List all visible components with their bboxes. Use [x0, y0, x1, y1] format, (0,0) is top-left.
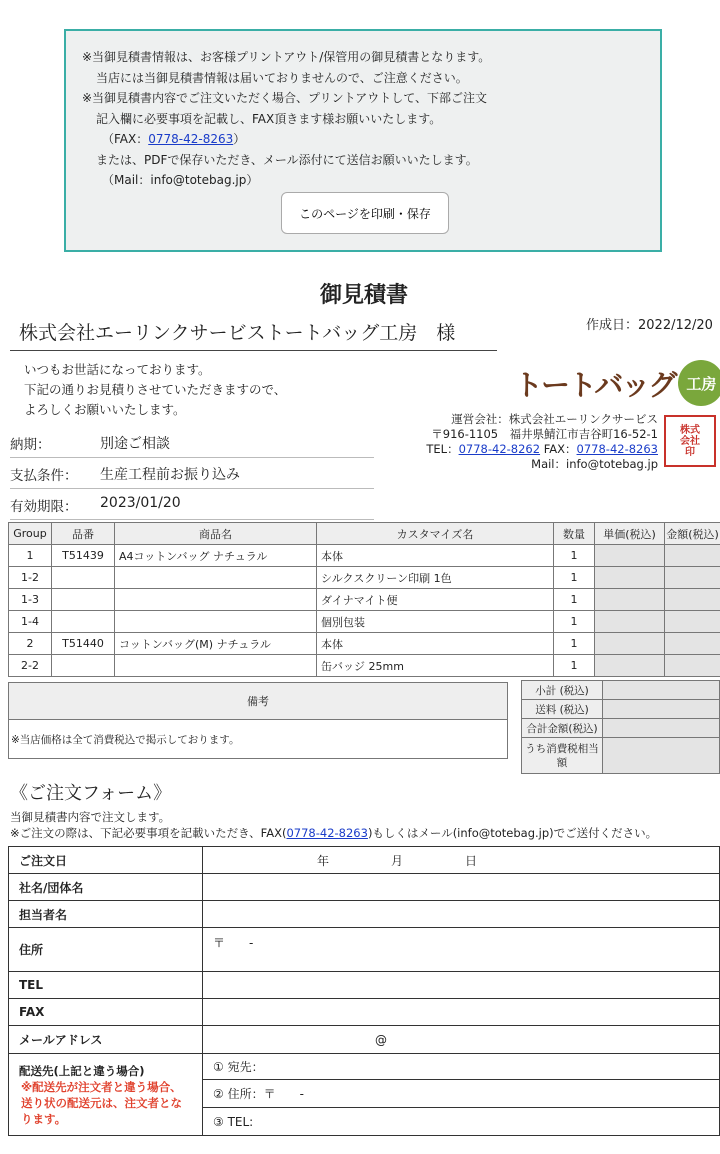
ship-warning: ※配送先が注文者と違う場合、送り状の配送元は、注文者となります。 [21, 1079, 182, 1126]
order-form-title: 《ご注文フォーム》 [10, 783, 172, 804]
blurred-price [665, 589, 720, 611]
person-field[interactable] [203, 901, 720, 928]
order-date-row [9, 847, 720, 874]
tax-row: うち消費税相当額 [522, 738, 720, 774]
items-header-row [9, 523, 720, 545]
table-row: 1-4 個別包装 1 [9, 611, 720, 633]
notice-line: ※当御見積書内容でご注文いただく場合、プリントアウトして、下部ご注文 [82, 91, 487, 105]
fax-link[interactable]: 0778-42-8263 [286, 826, 368, 840]
tel-link[interactable]: 0778-42-8262 [458, 442, 541, 456]
ship-address-field[interactable]: ② 住所：〒 - [203, 1080, 720, 1108]
logo-badge: 工房 [678, 360, 720, 406]
notice-line: または、PDFで保存いただき、メール添付にて送信お願いいたします。 [96, 152, 478, 167]
person-row [9, 901, 720, 928]
ship-tel-field[interactable]: ③ TEL: [203, 1108, 720, 1136]
logo-text: トートバッグ [514, 367, 676, 402]
notice-line: 記入欄に必要事項を記載し、FAX頂きます様お願いいたします。 [96, 111, 442, 126]
tel-row [9, 972, 720, 999]
table-row: 1-3 ダイナマイト便 1 [9, 589, 720, 611]
ship-row [9, 1054, 720, 1080]
company-row [9, 874, 720, 901]
email-label: メールアドレス [9, 1026, 203, 1054]
col-customize: カスタマイズ名 [317, 523, 554, 545]
blurred-price [665, 611, 720, 633]
document-title: 御見積書 [319, 283, 408, 308]
notice-box [64, 29, 662, 252]
term-delivery: 納期： 別途ご相談 [10, 428, 374, 458]
items-table [8, 522, 720, 677]
person-label: 担当者名 [9, 901, 203, 928]
shipping-row: 送料 (税込) [522, 700, 720, 719]
notice-line: 当店には当御見積書情報は届いておりませんので、ご注意ください。 [96, 70, 468, 85]
company-operator: 運営会社：株式会社エーリンクサービス [451, 412, 658, 426]
blurred-price [595, 545, 665, 567]
col-unit-price: 単価(税込) [595, 523, 665, 545]
remarks-body: ※当店価格は全て消費税込で掲示しております。 [11, 733, 240, 746]
blurred-price [595, 611, 665, 633]
company-seal-icon: 株式 会社 印 [664, 415, 716, 467]
blurred-price [595, 655, 665, 677]
blurred-price [603, 681, 720, 700]
blurred-price [665, 633, 720, 655]
subtotal-row: 小計 (税込) [522, 681, 720, 700]
ship-to-field[interactable]: ① 宛先： [203, 1054, 720, 1080]
remarks-header: 備考 [9, 683, 507, 720]
address-label: 住所 [9, 928, 203, 972]
table-row: 1 T51439 A4コットンバッグ ナチュラル 本体 1 [9, 545, 720, 567]
fax-label: FAX [9, 999, 203, 1026]
totebag-logo [514, 360, 720, 406]
print-save-button[interactable]: このページを印刷・保存 [281, 192, 449, 234]
col-amount: 金額(税込) [665, 523, 720, 545]
blurred-price [603, 719, 720, 738]
email-row [9, 1026, 720, 1054]
customer-name: 株式会社エーリンクサービストートバッグ工房 様 [10, 318, 497, 351]
totals-table [521, 680, 720, 774]
remarks-box [8, 682, 508, 759]
blurred-price [665, 655, 720, 677]
order-form-table [8, 846, 720, 1136]
fax-field[interactable] [203, 999, 720, 1026]
order-form-note: 当御見積書内容で注文します。 ※ご注文の際は、下記必要事項を記載いただき、FAX(0778-42-8263)もしくはメール(info@totebag.jp)でご送付ください。 [10, 810, 658, 840]
email-field[interactable]: @ [203, 1026, 720, 1054]
address-field[interactable]: 〒 - [203, 928, 720, 972]
company-label: 社名/団体名 [9, 874, 203, 901]
ship-label: 配送先(上記と違う場合) ※配送先が注文者と違う場合、送り状の配送元は、注文者となります。 [9, 1054, 203, 1136]
company-contact: TEL：0778-42-8262 FAX：0778-42-8263 [426, 442, 658, 456]
fax-link[interactable]: 0778-42-8263 [148, 132, 234, 146]
blurred-price [603, 700, 720, 719]
col-part-number: 品番 [52, 523, 115, 545]
blurred-price [595, 589, 665, 611]
col-qty: 数量 [554, 523, 595, 545]
total-row: 合計金額(税込) [522, 719, 720, 738]
blurred-price [603, 738, 720, 774]
created-date: 作成日：2022/12/20 [586, 318, 713, 333]
blurred-price [595, 567, 665, 589]
notice-fax-line: （FAX：0778-42-8263） [102, 132, 246, 146]
company-address: 〒916-1105 福井県鯖江市吉谷町16-52-1 [431, 427, 658, 441]
table-row: 1-2 シルクスクリーン印刷 1色 1 [9, 567, 720, 589]
company-info [426, 412, 658, 472]
greeting: いつもお世話になっております。 下記の通りお見積りさせていただきますので、 よろしくお願いいたします。 [24, 362, 287, 417]
blurred-price [665, 545, 720, 567]
notice-mail-line: （Mail：info@totebag.jp） [102, 173, 259, 187]
order-date-label: ご注文日 [9, 847, 203, 874]
fax-row [9, 999, 720, 1026]
col-group: Group [9, 523, 52, 545]
term-payment: 支払条件： 生産工程前お振り込み [10, 459, 374, 489]
company-mail: Mail：info@totebag.jp [531, 457, 658, 471]
address-row [9, 928, 720, 972]
term-expiry: 有効期限： 2023/01/20 [10, 490, 374, 520]
notice-line: ※当御見積書情報は、お客様プリントアウト/保管用の御見積書となります。 [82, 50, 491, 64]
order-date-field[interactable]: 年 月 日 [203, 847, 720, 874]
blurred-price [665, 567, 720, 589]
tel-field[interactable] [203, 972, 720, 999]
col-product-name: 商品名 [115, 523, 317, 545]
fax-link[interactable]: 0778-42-8263 [576, 442, 658, 456]
company-field[interactable] [203, 874, 720, 901]
blurred-price [595, 633, 665, 655]
table-row: 2-2 缶バッジ 25mm 1 [9, 655, 720, 677]
tel-label: TEL [9, 972, 203, 999]
table-row: 2 T51440 コットンバッグ(M) ナチュラル 本体 1 [9, 633, 720, 655]
